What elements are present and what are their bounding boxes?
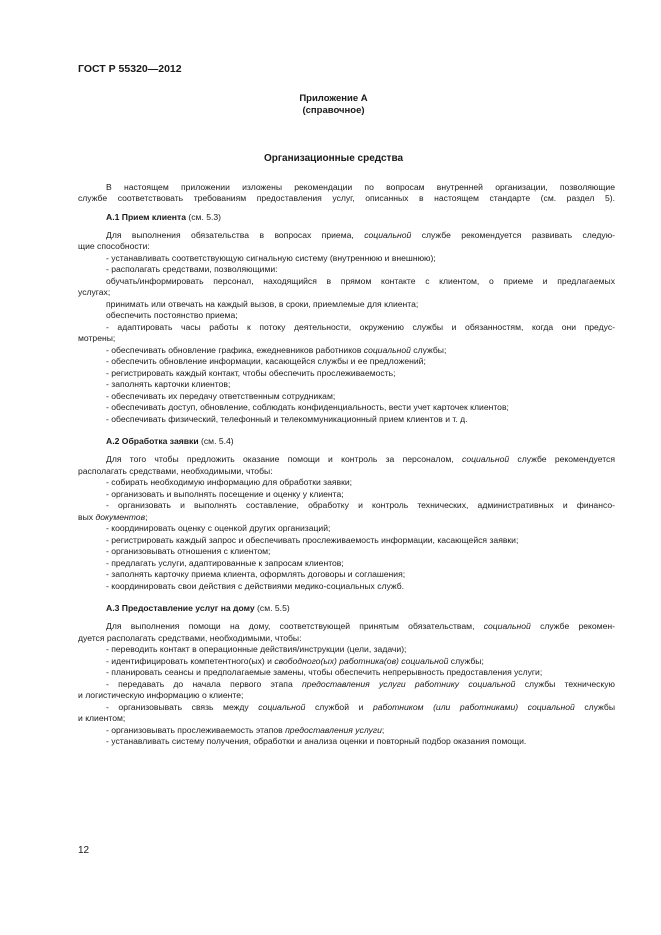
text-run: - обеспечивать доступ, обновление, соблюдать конфиденциальность, вести учет карточек клиентов; xyxy=(106,402,509,412)
text-run: обеспечить постоянство приема; xyxy=(106,310,238,320)
a1-text-line xyxy=(78,356,615,367)
text-run: - обеспечить обновление информации, касающейся службы и ее предложений; xyxy=(106,356,426,366)
section-heading-text: А.2 Обработка заявки xyxy=(106,436,199,446)
a2-text-line xyxy=(78,512,615,523)
text-run: - устанавливать соответствующую сигнальную систему (внутреннюю и внешнюю); xyxy=(106,253,436,263)
section-heading-text: А.3 Предоставление услуг на дому xyxy=(106,603,255,613)
a1-text-line xyxy=(78,379,615,390)
a2-text-line xyxy=(78,558,615,569)
italic-term: социальной xyxy=(364,230,412,240)
a1-text-line xyxy=(78,299,615,310)
text-run: - переводить контакт в операционные действия/инструкции (цели, задачи); xyxy=(106,644,407,654)
text-run: службой и xyxy=(305,702,373,712)
text-run: услугах; xyxy=(78,287,111,297)
a3-text-line xyxy=(78,713,615,724)
a2-text-line xyxy=(78,454,615,465)
text-run: - организовать и выполнять составление, обработку и контроль технических, административных и финансо- xyxy=(106,500,615,510)
annex-subtitle: (справочное) xyxy=(302,105,365,116)
italic-term: социальной xyxy=(462,454,510,464)
a2-text-line xyxy=(78,535,615,546)
text-run: обучать/информировать персонал, находящийся в прямом контакте с клиентом, о приеме и предлагаемых xyxy=(106,276,615,286)
a2-text-line xyxy=(78,523,615,534)
text-run: ; xyxy=(145,512,148,522)
text-run: ; xyxy=(381,725,385,735)
a1-text-line xyxy=(78,391,615,402)
text-run: - обеспечивать обновление графика, ежедневников работников xyxy=(106,345,364,355)
text-run: - организовывать связь между xyxy=(106,702,259,712)
a1-text-line xyxy=(78,241,615,252)
a1-heading xyxy=(78,212,615,223)
a3-text-line xyxy=(78,667,615,678)
text-run: - координировать свои действия с действиями медико-социальных служб. xyxy=(106,581,405,591)
a2-text-line xyxy=(78,466,615,477)
text-run: службы; xyxy=(410,345,447,355)
a1-text-line xyxy=(78,402,615,413)
text-run: - собирать необходимую информацию для обработки заявки; xyxy=(106,477,353,487)
section-reference: (см. 5.5) xyxy=(254,603,290,613)
italic-term: работником (или работниками) социальной xyxy=(372,702,575,712)
a2-text-line xyxy=(78,489,615,500)
a1-text-line xyxy=(78,322,615,333)
text-run: - заполнять карточку приема клиента, оформлять договоры и соглашения; xyxy=(106,569,406,579)
section-title: Организационные средства xyxy=(263,153,404,164)
text-run: службы техническую xyxy=(515,679,616,689)
text-run: - идентифицировать компетентного(ых) и xyxy=(106,656,275,666)
a2-text-line xyxy=(78,500,615,511)
intro-line: службе соответствовать требованиям предоставления услуг, описанных в настоящем стандарте (см. раздел 5). xyxy=(78,193,615,203)
text-run: Для выполнения помощи на дому, соответствующей принятым обязательствам, xyxy=(106,621,484,631)
a3-text-line xyxy=(78,621,615,632)
text-run: - регистрировать каждый запрос и обеспечивать прослеживаемость информации, касающейся заявки; xyxy=(106,535,519,545)
text-run: - координировать оценку с оценкой других организаций; xyxy=(106,523,331,533)
text-run: службе рекомендуется xyxy=(509,454,615,464)
a3-text-line xyxy=(78,656,615,667)
text-run: - организовать и выполнять посещение и оценку у клиента; xyxy=(106,489,344,499)
a2-heading xyxy=(78,436,615,447)
a1-text-line xyxy=(78,310,615,321)
text-run: - организовывать прослеживаемость этапов xyxy=(106,725,286,735)
a3-text-line xyxy=(78,633,615,644)
text-run: - адаптировать часы работы к потоку деятельности, окружению службы и обязанностям, когда они предус- xyxy=(106,322,615,332)
annex-header xyxy=(78,93,589,117)
text-run: - устанавливать систему получения, обработки и анализа оценки и повторный подбор оказания помощи. xyxy=(106,736,527,746)
text-run: мотрены; xyxy=(78,333,116,343)
italic-term: социальной xyxy=(483,621,531,631)
text-run: - располагать средствами, позволяющими: xyxy=(106,264,278,274)
a2-text-line xyxy=(78,477,615,488)
a1-text-line xyxy=(78,345,615,356)
a3-text-line xyxy=(78,702,615,713)
italic-term: социальной xyxy=(258,702,306,712)
a2-text-line xyxy=(78,546,615,557)
text-run: принимать или отвечать на каждый вызов, в сроки, приемлемые для клиента; xyxy=(106,299,419,309)
text-run: - обеспечивать физический, телефонный и телекоммуникационный прием клиентов и т. д. xyxy=(106,414,468,424)
italic-term: свободного(ых) работника(ов) социальной xyxy=(274,656,449,666)
text-run: и клиентом; xyxy=(78,713,126,723)
a1-text-line xyxy=(78,276,615,287)
a3-heading xyxy=(78,603,615,614)
a1-text-line xyxy=(78,264,615,275)
a1-text-line xyxy=(78,253,615,264)
page-number: 12 xyxy=(78,845,90,856)
a3-text-line xyxy=(78,679,615,690)
text-run: службе рекомен- xyxy=(530,621,615,631)
a3-text-line xyxy=(78,690,615,701)
intro-line: В настоящем приложении изложены рекомендации по вопросам внутренней организации, позволяющие xyxy=(106,182,615,192)
text-run: - заполнять карточки клиентов; xyxy=(106,379,231,389)
italic-term: предоставления услуги xyxy=(285,725,382,735)
a1-text-line xyxy=(78,333,615,344)
section-reference: (см. 5.4) xyxy=(198,436,234,446)
section-reference: (см. 5.3) xyxy=(186,212,222,222)
italic-term: социальной xyxy=(363,345,411,355)
a3-text-line xyxy=(78,736,615,747)
a1-text-line xyxy=(78,414,615,425)
text-run: Для того чтобы предложить оказание помощи и контроль за персоналом, xyxy=(106,454,463,464)
text-run: - планировать сеансы и предполагаемые замены, чтобы обеспечить непрерывность предоставления услуги; xyxy=(106,667,543,677)
text-run: - предлагать услуги, адаптированные к запросам клиентов; xyxy=(106,558,344,568)
text-run: - организовывать отношения с клиентом; xyxy=(106,546,271,556)
text-run: службы xyxy=(574,702,615,712)
text-run: Для выполнения обязательства в вопросах приема, xyxy=(106,230,365,240)
standard-number: ГОСТ Р 55320—2012 xyxy=(78,63,182,75)
text-run: и логистическую информацию о клиенте; xyxy=(78,690,244,700)
text-run: дуется располагать средствами, необходимыми, чтобы: xyxy=(78,633,302,643)
a1-text-line xyxy=(78,368,615,379)
a1-text-line xyxy=(78,230,615,241)
italic-term: предоставления услуги работнику социальной xyxy=(301,679,516,689)
text-run: службы; xyxy=(448,656,484,666)
a3-text-line xyxy=(78,644,615,655)
annex-title: Приложение А xyxy=(299,93,368,104)
text-run: вых xyxy=(78,512,96,522)
text-run: располагать средствами, необходимыми, чтобы: xyxy=(78,466,273,476)
a3-text-line xyxy=(78,725,615,736)
text-run: службе рекомендуется развивать следую- xyxy=(411,230,616,240)
a2-text-line xyxy=(78,581,615,592)
section-heading-text: А.1 Прием клиента xyxy=(106,212,186,222)
text-run: щие способности: xyxy=(78,241,150,251)
text-run: - передавать до начала первого этапа xyxy=(106,679,302,689)
a1-text-line xyxy=(78,287,615,298)
italic-term: документов xyxy=(95,512,146,522)
text-run: - регистрировать каждый контакт, чтобы обеспечить прослеживаемость; xyxy=(106,368,396,378)
a2-text-line xyxy=(78,569,615,580)
text-run: - обеспечивать их передачу ответственным сотрудникам; xyxy=(106,391,336,401)
